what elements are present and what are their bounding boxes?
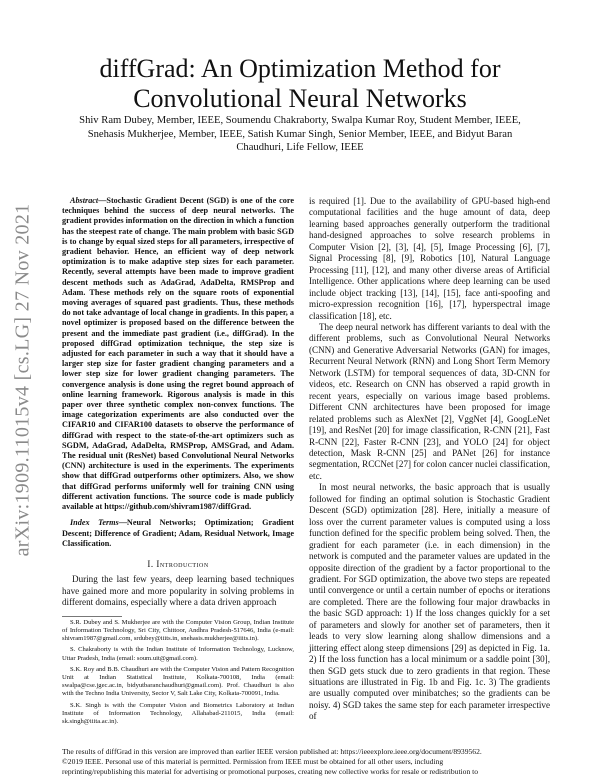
right-column [309,196,550,723]
footnote: S.K. Singh is with the Computer Vision and Biometrics Laboratory at Indian Institute of Information Technology, Allahabad-211015, India (email: sk.singh@iiita.ac.in). [62,701,294,725]
arxiv-stamp-text: arXiv:1909.11015v4 [cs.LG] 27 Nov 2021 [11,203,34,557]
paper-title: diffGrad: An Optimization Method for Convolutional Neural Networks [99,54,501,113]
body-paragraph: In most neural networks, the basic approach that is usually followed for finding an optimal solution is Stochastic Gradient Descent (SGD) optimization [28]. Here, initially a measure of loss over the current parameter values is computed using a loss function defined for the specific problem being solved. Then, the gradient for each parameter (i.e. in each dimension) in the network is computed and the parameter values are updated in the opposite direction of the gradient by a factor proportional to the gradient. For SGD optimization, the above two steps are repeated until convergence or until a certain number of epochs or iterations are completed. There are the following four major drawbacks in the basic SGD approach: 1) If the loss changes quickly for a set of parameters and slowly for another set of parameters, then it leads to very slow learning along shallow dimensions and a jittering effect along steep dimensions [29] as depicted in Fig. 1a. 2) If the loss function has a local minimum or a saddle point [30], then SGD gets stuck due to zero gradients in that region. These situations are illustrated in Fig. 1b and Fig. 1c. 3) The gradients are usually computed over minibatches; so the gradients can be noisy. 4) SGD takes the same step for each parameter irrespective of [309,482,550,722]
footer-line: reprinting/republishing this material for advertising or promotional purposes, creating new collective works for resale or redistribution to [62,766,479,776]
footer-line: ©2019 IEEE. Personal use of this material is permitted. Permission from IEEE must be obtained for all other users, including [62,756,444,766]
body-paragraph: is required [1]. Due to the availability of GPU-based high-end computational facilities and the huge amount of data, deep learning based approaches generally outperform the traditional hand-designed approaches to solve research problems in Computer Vision [2], [3], [4], [5], Image Processing [6], [7], Signal Processing [8], [9], Robotics [10], Natural Language Processing [11], [12], and many other diverse areas of Artificial Intelligence. Other applications where deep learning can be used include object tracking [13], [14], [15], face anti-spoofing and micro-expression recognition [16], [17], hyperspectral image classification [18], etc. [309,196,550,321]
copyright-footer [62,747,550,776]
intro-paragraph: During the last few years, deep learning based techniques have gained more and more popularity in solving problems in different domains, especially where a data driven approach [62,574,294,608]
footnote: S.K. Roy and B.B. Chaudhuri are with the Computer Vision and Pattern Recognition Unit at Indian Statistical Institute, Kolkata-700108, India (email: swalpa@cse.jgec.ac.in, bidyutbaranchaudhuri@gmail.com). Prof. Chaudhuri is also with the Techno India University, Sector V, Salt Lake City, Kolkata-700091, India. [62,665,294,698]
index-terms-text: —Neural Networks; Optimization; Gradient Descent; Difference of Gradient; Adam, Residual Network, Image Classification. [62,518,294,548]
abstract-lead: Abstract [70,196,99,205]
index-terms-lead: Index Terms [70,518,119,528]
footnote: S. Chakraborty is with the Indian Institute of Information Technology, Lucknow, Uttar Pradesh, India (email: soum.uit@gmail.com). [62,646,294,662]
abstract [62,196,294,512]
arxiv-stamp [6,190,40,570]
footer-line: The results of diffGrad in this version are improved than earlier IEEE version published at: https://ieeexplore.ieee.org/document/8939562. [62,747,482,756]
section-heading: I. Introduction [147,558,209,569]
abstract-text: —Stochastic Gradient Decent (SGD) is one of the core techniques behind the success of deep neural networks. The gradient provides information on the direction in which a function has the steepest rate of change. The main problem with basic SGD is to change by equal sized steps for all parameters, irrespective of gradient behavior. Hence, an efficient way of deep network optimization is to make adaptive step sizes for each parameter. Recently, several attempts have been made to improve gradient descent methods such as AdaGrad, AdaDelta, RMSProp and Adam. These methods rely on the square roots of exponential moving averages of squared past gradients. Thus, these methods do not take advantage of local change in gradients. In this paper, a novel optimizer is proposed based on the difference between the present and the immediate past gradient (i.e., diffGrad). In the proposed diffGrad optimization technique, the step size is adjusted for each parameter in such a way that it should have a larger step size for faster gradient changing parameters and a lower step size for lower gradient changing parameters. The convergence analysis is done using the regret bound approach of online learning framework. Rigorous analysis is made in this paper over three synthetic complex non-convex functions. The image categorization experiments are also conducted over the CIFAR10 and CIFAR100 datasets to observe the performance of diffGrad with respect to the state-of-the-art optimizers such as SGDM, AdaGrad, AdaDelta, RMSProp, AMSGrad, and Adam. The residual unit (ResNet) based Convolutional Neural Networks (CNN) architecture is used in the experiments. The experiments show that diffGrad outperforms other optimizers. Also, we show that diffGrad performs uniformly well for training CNN using different activation functions. The source code is made publicly available at https://github.com/shivram1987/diffGrad. [62,196,294,512]
left-column [62,196,294,729]
body-paragraph: The deep neural network has different variants to deal with the different problems, such as Convolutional Neural Networks (CNN) and Generative Adversarial Networks (GAN) for images, Recurrent Neural Network (RNN) and Long Short Term Memory Network (LSTM) for temporal sequences of data, 3D-CNN for videos, etc. Research on CNN has observed a rapid growth in recent years, especially on various image based problems. Different CNN architectures have been proposed for image related problems such as AlexNet [2], VggNet [4], GoogLeNet [19], and ResNet [20] for image classification, R-CNN [21], Fast R-CNN [22], Faster R-CNN [23], and YOLO [24] for object detection, Mask R-CNN [25] and PANet [26] for instance segmentation, RCCNet [27] for colon cancer nuclei classification, etc. [309,321,550,481]
index-terms [62,518,294,549]
footnote: S.R. Dubey and S. Mukherjee are with the Computer Vision Group, Indian Institute of Information Technology, Sri City, Chittoor, Andhra Pradesh-517646, India (e-mail: shivram1987@gmail.com, srdubey@iiits.in, snehasis.mukherjee@iiits.in). [62,618,294,643]
author-list: Shiv Ram Dubey, Member, IEEE, Soumendu Chakraborty, Swalpa Kumar Roy, Student Member, IEEE, Snehasis Mukherjee, Member, IEEE, Satish Kumar Singh, Senior Member, IEEE, and Bidyut Baran Chaudhuri, Life Fellow, IEEE [79,115,521,153]
